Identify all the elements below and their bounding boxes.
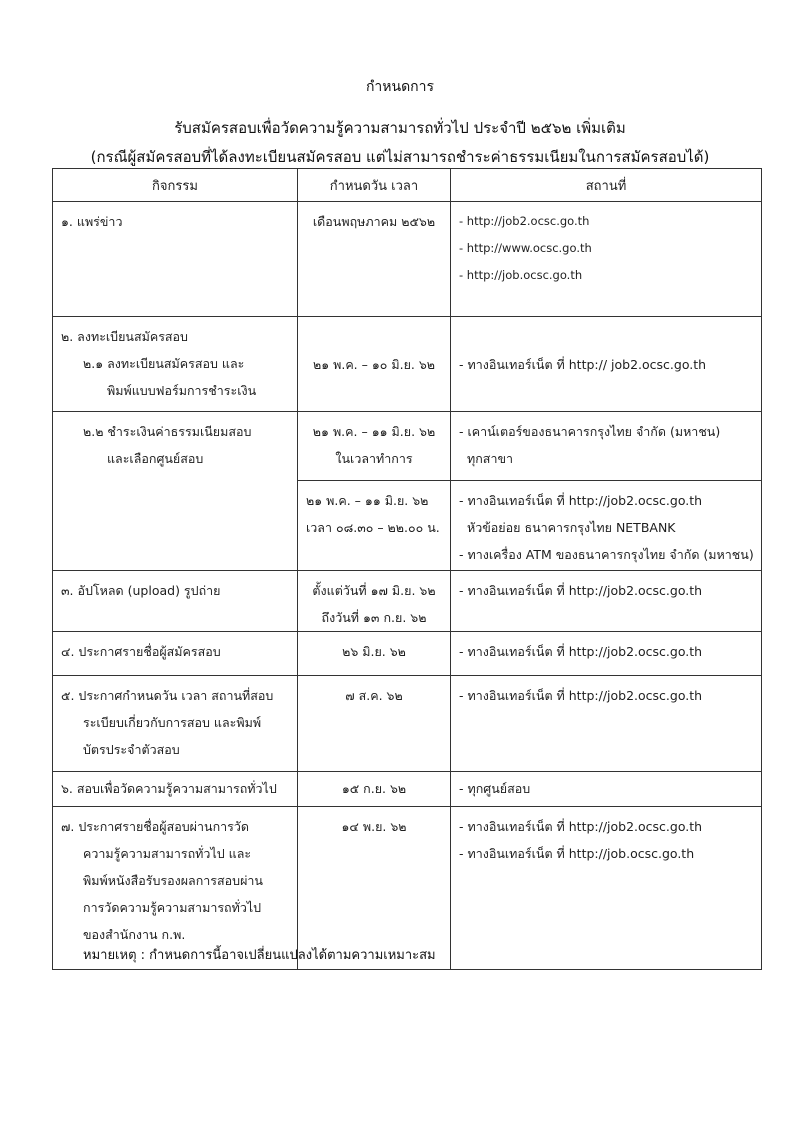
activity-text: ๓. อัปโหลด (upload) รูปถ่าย [61, 583, 221, 598]
date-text: ๒๑ พ.ค. – ๑๐ มิ.ย. ๖๒ [312, 356, 436, 372]
date-text: เวลา ๐๘.๓๐ – ๒๒.๐๐ น. [306, 520, 440, 535]
table-row [53, 571, 762, 632]
date-text: ตั้งแต่วันที่ ๑๗ มิ.ย. ๖๒ [312, 583, 436, 598]
activity-cell [53, 202, 298, 317]
date-text: ๒๑ พ.ค. – ๑๑ มิ.ย. ๖๒ [306, 493, 429, 508]
place-text: - ทางเครื่อง ATM ของธนาคารกรุงไทย จำกัด (มหาชน) [459, 547, 754, 562]
table-row [53, 202, 762, 317]
place-cell [451, 676, 762, 772]
activity-subtext: ระเบียบเกี่ยวกับการสอบ และพิมพ์ [83, 715, 262, 730]
activity-text: ๔. ประกาศรายชื่อผู้สมัครสอบ [61, 644, 221, 659]
place-text: - ทางอินเทอร์เน็ต ที่ http://job2.ocsc.go.th [459, 644, 703, 659]
place-text: - ทางอินเทอร์เน็ต ที่ http://job2.ocsc.go.th [459, 688, 703, 703]
date-cell [298, 571, 451, 632]
schedule-table [52, 168, 762, 970]
activity-text: ๒. ลงทะเบียนสมัครสอบ [61, 329, 188, 344]
date-text: ๗ ส.ค. ๖๒ [345, 688, 403, 703]
place-cell [451, 772, 762, 807]
activity-text: ๖. สอบเพื่อวัดความรู้ความสามารถทั่วไป [61, 781, 277, 796]
place-cell [451, 202, 762, 317]
place-text: - ทางอินเทอร์เน็ต ที่ http://job2.ocsc.go.th [459, 493, 703, 508]
activity-cell [53, 632, 298, 676]
place-text: ทุกสาขา [467, 451, 514, 466]
place-cell [451, 412, 762, 481]
activity-subtext: ความรู้ความสามารถทั่วไป และ [83, 846, 252, 861]
activity-subtext: และเลือกศูนย์สอบ [107, 451, 204, 466]
place-cell [451, 807, 762, 970]
date-cell [298, 481, 451, 571]
document-title: กำหนดการ [365, 79, 435, 95]
place-link[interactable]: - http://job.ocsc.go.th [459, 268, 583, 282]
activity-cell [53, 772, 298, 807]
place-link[interactable]: - http://www.ocsc.go.th [459, 241, 592, 255]
column-header-activity: กิจกรรม [53, 169, 298, 202]
activity-subtext: ของสำนักงาน ก.พ. [83, 927, 186, 942]
activity-cell [53, 676, 298, 772]
date-text: ๒๖ มิ.ย. ๖๒ [342, 644, 406, 659]
date-text: ถึงวันที่ ๑๓ ก.ย. ๖๒ [321, 610, 427, 625]
place-cell [451, 571, 762, 632]
date-cell [298, 412, 451, 481]
activity-subtext: ๒.๑ ลงทะเบียนสมัครสอบ และ [83, 356, 245, 371]
table-row [53, 632, 762, 676]
table-row [53, 317, 762, 412]
place-text: - ทางอินเทอร์เน็ต ที่ http://job.ocsc.go.th [459, 846, 695, 861]
activity-subtext: บัตรประจำตัวสอบ [83, 742, 180, 757]
column-header-place: สถานที่ [451, 169, 762, 202]
activity-subtext: ๒.๒ ชำระเงินค่าธรรมเนียมสอบ [83, 424, 252, 439]
place-text: - ทางอินเทอร์เน็ต ที่ http:// job2.ocsc.go.th [459, 356, 707, 372]
date-text: ๒๑ พ.ค. – ๑๑ มิ.ย. ๖๒ [312, 424, 436, 439]
date-cell [298, 317, 451, 412]
table-row [53, 772, 762, 807]
place-text: - ทุกศูนย์สอบ [459, 781, 531, 796]
table-row [53, 412, 762, 481]
place-cell [451, 481, 762, 571]
activity-text: ๕. ประกาศกำหนดวัน เวลา สถานที่สอบ [61, 688, 274, 703]
place-text: - ทางอินเทอร์เน็ต ที่ http://job2.ocsc.go.th [459, 819, 703, 834]
date-text: ๑๔ พ.ย. ๖๒ [341, 819, 407, 834]
place-link[interactable]: - http://job2.ocsc.go.th [459, 214, 590, 228]
date-cell [298, 202, 451, 317]
place-text: หัวข้อย่อย ธนาคารกรุงไทย NETBANK [467, 520, 676, 535]
place-cell [451, 317, 762, 412]
document-subtitle: รับสมัครสอบเพื่อวัดความรู้ความสามารถทั่วไป ประจำปี ๒๕๖๒ เพิ่มเติม [174, 119, 626, 137]
activity-cell [53, 571, 298, 632]
activity-subtext: การวัดความรู้ความสามารถทั่วไป [83, 900, 262, 915]
document-subtitle-condition: (กรณีผู้สมัครสอบที่ได้ลงทะเบียนสมัครสอบ แต่ไม่สามารถชำระค่าธรรมเนียมในการสมัครสอบได้) [90, 148, 710, 166]
table-header-row [53, 169, 762, 202]
date-cell [298, 632, 451, 676]
activity-text: ๗. ประกาศรายชื่อผู้สอบผ่านการวัด [61, 819, 250, 834]
column-header-date: กำหนดวัน เวลา [298, 169, 451, 202]
place-text: - ทางอินเทอร์เน็ต ที่ http://job2.ocsc.go.th [459, 583, 703, 598]
place-cell [451, 632, 762, 676]
footnote: หมายเหตุ : กำหนดการนี้อาจเปลี่ยนแปลงได้ตามความเหมาะสม [83, 948, 436, 963]
activity-text: ๑. แพร่ข่าว [61, 214, 123, 229]
date-text: ในเวลาทำการ [335, 451, 413, 466]
activity-subtext: พิมพ์แบบฟอร์มการชำระเงิน [107, 383, 257, 398]
date-cell [298, 772, 451, 807]
activity-cell [53, 412, 298, 571]
date-text: เดือนพฤษภาคม ๒๕๖๒ [312, 214, 436, 229]
place-text: - เคาน์เตอร์ของธนาคารกรุงไทย จำกัด (มหาชน) [459, 424, 721, 439]
table-row [53, 676, 762, 772]
date-text: ๑๕ ก.ย. ๖๒ [341, 781, 407, 796]
activity-subtext: พิมพ์หนังสือรับรองผลการสอบผ่าน [83, 873, 263, 888]
date-cell [298, 676, 451, 772]
activity-cell [53, 317, 298, 412]
